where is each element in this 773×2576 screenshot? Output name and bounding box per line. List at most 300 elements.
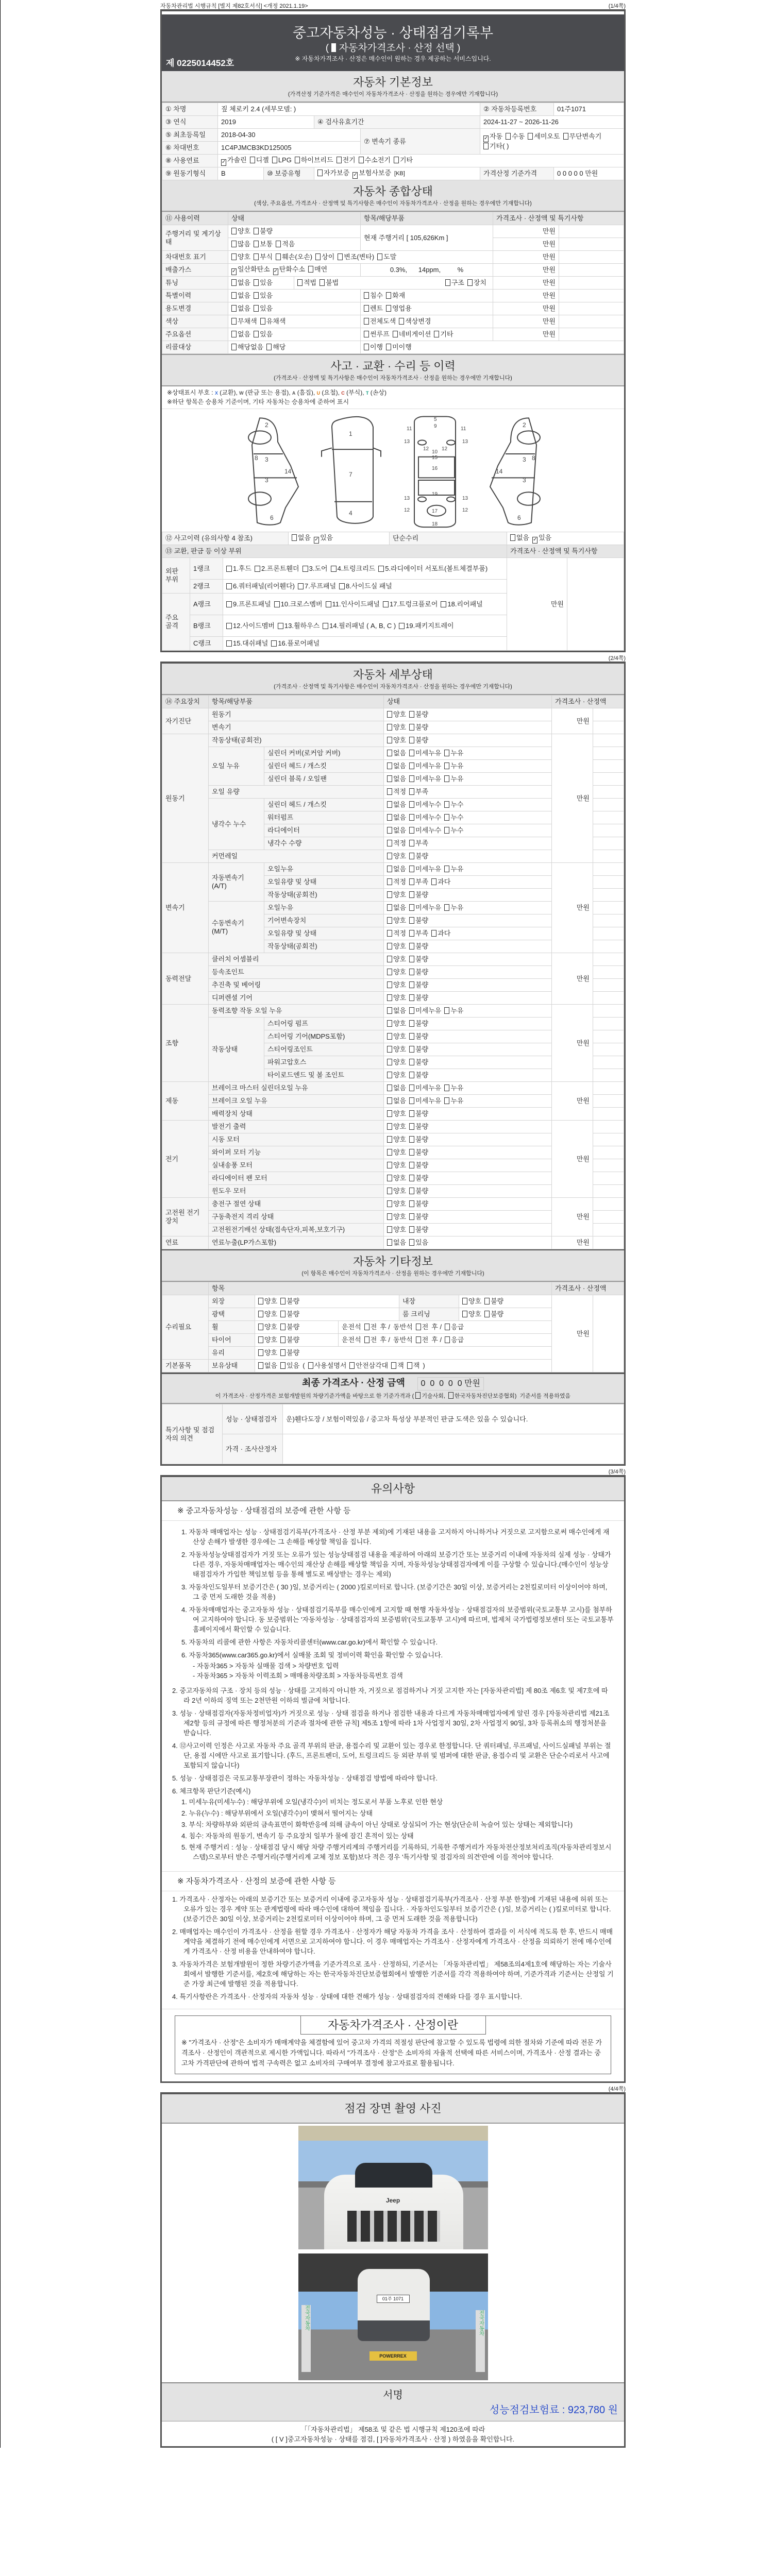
checkbox-option[interactable] [409,994,428,1002]
checkbox-option[interactable] [258,1349,277,1357]
status-options [384,1146,552,1159]
sub-item-label: 스티어링 펌프 [264,1018,384,1030]
checkbox-option[interactable] [387,1045,406,1054]
checkbox-label: 양호 [393,710,407,718]
checkbox-icon [308,266,313,273]
label: 특기사항 및 점검자의 의견 [162,1404,223,1464]
status-options [384,1018,552,1030]
checkbox-option[interactable] [393,330,431,338]
checkbox-option[interactable] [386,292,405,300]
checkbox-option[interactable] [364,330,390,338]
checkbox-option[interactable] [387,1213,406,1221]
checkbox-option[interactable] [387,1200,406,1208]
checkbox-label: 침수 [370,292,383,299]
checkbox-icon [407,1362,412,1369]
checkbox-option[interactable] [409,865,441,873]
checkbox-option[interactable]: 11.인사이드패널 [326,600,380,608]
checkbox-option[interactable] [394,156,413,164]
checkbox-option[interactable] [528,132,560,141]
checkbox-option[interactable] [409,736,428,744]
checkbox-option[interactable] [231,253,250,261]
sub-item-label: 작동상태(공회전) [264,940,384,953]
checkbox-option[interactable] [483,142,509,150]
checkbox-option[interactable] [387,1071,406,1079]
inspection-insurance-fee: 성능점검보험료 : 923,780 원 [489,2404,618,2416]
checkbox-option[interactable] [231,343,263,351]
checkbox-option[interactable] [506,132,525,141]
checkbox-option[interactable] [462,1310,481,1318]
front-photo [298,2126,488,2249]
checkbox-option[interactable] [317,169,349,177]
checkbox-label: 불량 [287,1310,300,1318]
checkbox-option[interactable] [510,534,529,542]
checkbox-option[interactable] [280,1310,299,1318]
checkbox-option[interactable] [231,292,250,300]
item-label: 라디에이터 팬 모터 [209,1172,384,1185]
checkbox-icon [445,1336,450,1343]
checkbox-icon [409,1110,414,1117]
checkbox-label: 없음 [298,533,311,541]
checkbox-option[interactable] [444,814,463,822]
checkbox-option[interactable] [254,279,273,287]
checkbox-option[interactable] [409,891,428,899]
checkbox-option[interactable] [387,917,406,925]
checkbox-icon [258,1349,263,1356]
checkbox-label: 없음 [393,801,407,808]
checkbox-label: 양호 [393,1020,407,1027]
checkbox-option[interactable] [231,304,250,313]
checkbox-icon [409,1007,414,1014]
status-options [384,966,552,979]
checkbox-option[interactable] [387,1136,406,1144]
checkbox-option[interactable] [387,1187,406,1195]
confirmation-statement: ( [ V ]중고자동차성능 · 상태를 점검, [ ]자동차가격조사 · 산정 ) 하였음을 확인합니다. [271,2435,515,2443]
device-group: 고전원 전기장치 [162,1198,209,1236]
checkbox-option[interactable] [258,1297,277,1306]
checkbox-option[interactable]: 8.사이드실 패널 [339,582,392,590]
checkbox-option[interactable] [445,1336,464,1344]
checkbox-label: 누유 [450,1007,464,1014]
car365-steps [172,1661,614,1681]
checkbox-option[interactable] [409,917,428,925]
checkbox-option[interactable] [445,279,464,287]
checkbox-option[interactable] [387,788,406,796]
checkbox-option[interactable] [409,814,441,822]
checkbox-option[interactable] [445,1323,464,1331]
checkbox-option[interactable] [409,1174,428,1182]
checkbox-option[interactable] [431,929,450,938]
checkbox-option[interactable] [315,253,334,261]
checkbox-option[interactable] [387,1084,406,1092]
section-title: 점검 장면 촬영 사진 [344,2102,442,2115]
notice-item: 2. 중고자동차의 구조 · 장치 등의 성능 · 상태를 고지하지 아니한 자, 거짓으로 점검하거나 거짓 고지한 자는 [자동차관리법] 제 80조 제6호 및 제7호에 따라 2년 이하의 징역 또는 2천만원 이하의 벌금에 처합니다. [172,1687,608,1704]
checkbox-option[interactable] [434,330,453,338]
inspection-validity: 2024-11-27 ~ 2026-11-26 [480,116,624,129]
checkbox-option[interactable] [409,1239,428,1247]
checkbox-option[interactable] [387,942,406,951]
checkbox-label: 불량 [260,227,273,235]
checkbox-option[interactable]: 12.사이드멤버 [226,622,275,630]
page-number: (1/4쪽) [608,3,626,9]
checkbox-option[interactable] [297,279,316,287]
item-label: 냉각수 누수 [209,799,264,850]
checkbox-option[interactable] [444,1097,463,1105]
option-text: 후 / [431,1323,442,1331]
section-note: (가격조사 · 산정액 및 특기사항은 매수인이 자동차가격조사 · 산정을 원하는 경우에만 기재합니다) [274,375,512,381]
checkbox-option[interactable] [387,736,406,744]
checkbox-option[interactable] [364,292,383,300]
checkbox-option[interactable] [221,156,247,166]
checkbox-option[interactable]: 4.트렁크리드 [331,565,376,573]
checkbox-option[interactable] [409,710,428,719]
checkbox-option[interactable] [280,1349,299,1357]
checkbox-option[interactable] [254,292,273,300]
rank-items [223,594,507,615]
checkbox-option[interactable]: 18.리어패널 [441,600,482,608]
checkbox-icon [387,1110,392,1117]
checkbox-option[interactable] [409,1213,428,1221]
tuning-options [228,277,294,290]
checkbox-option[interactable] [387,865,406,873]
checkbox-option[interactable] [409,878,428,886]
checkbox-option[interactable] [308,265,327,274]
appraisal-explanation-box [175,2015,611,2074]
checkbox-label: 불량 [415,891,429,899]
checkbox-label: 양호 [264,1297,278,1305]
svg-text:13: 13 [404,496,410,501]
svg-text:3: 3 [523,456,526,463]
checkbox-option[interactable] [254,304,273,313]
checkbox-option[interactable] [444,775,463,783]
status-options [384,1043,552,1056]
checkbox-option[interactable] [387,1226,406,1234]
rank-items [223,637,507,651]
checkbox-option[interactable] [409,955,428,963]
checkbox-option[interactable] [409,1123,428,1131]
checkbox-icon [409,969,414,975]
checkbox-option[interactable] [258,1336,277,1344]
checkbox-icon [409,1175,414,1181]
checkbox-option[interactable] [409,1148,428,1157]
tire-options [255,1334,339,1347]
checkbox-option[interactable] [387,904,406,912]
checkbox-option[interactable] [280,1362,299,1370]
checkbox-option[interactable] [387,1007,406,1015]
document-title: 중고자동차성능 · 상태점검기록부 [292,25,494,41]
checkbox-option[interactable] [364,343,383,351]
checkbox-option[interactable] [387,710,406,719]
checkbox-option[interactable] [387,775,406,783]
glass-options [255,1347,552,1360]
checkbox-option[interactable]: 3.도어 [303,565,328,573]
checkbox-option[interactable] [266,343,285,351]
mileage-level-options [228,238,361,251]
checkbox-option[interactable] [260,317,286,326]
checkbox-option[interactable] [231,330,250,338]
checkbox-option[interactable] [386,304,412,313]
checkbox-icon [266,344,272,350]
checkbox-option[interactable]: 19.패키지트레이 [399,622,453,630]
checkbox-option[interactable] [250,156,269,164]
checkbox-option[interactable] [387,1097,406,1105]
checkbox-option[interactable] [462,1297,481,1306]
checkbox-option[interactable] [409,1136,428,1144]
checkbox-option[interactable] [337,156,356,164]
checkbox-option[interactable] [409,852,428,860]
checkbox-option[interactable] [387,814,406,822]
checkbox-option[interactable]: 17.트렁크플로어 [383,600,438,608]
checkbox-option[interactable] [409,981,428,989]
checkbox-option[interactable] [409,775,441,783]
checkbox-option[interactable] [484,1297,503,1306]
checkbox-option[interactable] [272,156,292,164]
checkbox-option[interactable] [409,1226,428,1234]
checkbox-option[interactable] [387,1161,406,1170]
checkbox-option[interactable] [444,826,463,835]
checkbox-option[interactable] [386,343,412,351]
checkbox-option[interactable] [387,801,406,809]
checkbox-option[interactable] [387,1148,406,1157]
checkbox-label: 불량 [415,1187,429,1195]
checkbox-option[interactable] [254,240,273,248]
checkbox-label: 양호 [393,1161,407,1169]
checkbox-option[interactable] [254,253,273,261]
checkbox-option[interactable] [409,826,441,835]
checkbox-label: 불량 [415,1148,429,1156]
checkbox-option[interactable] [280,1297,299,1306]
checkbox-option[interactable] [231,317,257,326]
checkbox-option[interactable] [483,132,502,142]
checkbox-option[interactable] [364,317,396,326]
checkbox-option[interactable] [416,1323,429,1331]
checkbox-option[interactable] [444,762,463,770]
checkbox-option[interactable] [364,304,383,313]
checkbox-option[interactable] [444,904,463,912]
checkbox-option[interactable] [308,1362,347,1370]
checkbox-option[interactable] [387,891,406,899]
checkbox-option[interactable]: 7.루프패널 [298,582,336,590]
page-2 [160,662,626,1466]
checkbox-option[interactable] [444,1007,463,1015]
checkbox-icon [409,1162,414,1168]
checkbox-option[interactable] [409,1032,428,1041]
checkbox-label: 없음 [393,1239,407,1246]
item-label: 자동변속기 (A/T) [209,863,264,902]
checkbox-option[interactable] [364,1336,377,1344]
checkbox-option[interactable] [416,1336,429,1344]
checkbox-option[interactable] [387,981,406,989]
checkbox-option[interactable] [364,1323,377,1331]
device-group: 조향 [162,1005,209,1082]
checkbox-icon [387,904,392,911]
detail-row [162,1082,624,1095]
checkbox-option[interactable] [409,749,441,757]
checkbox-option[interactable] [276,253,312,261]
checkbox-icon [231,331,237,337]
checkbox-option[interactable] [467,279,486,287]
checkbox-option[interactable] [409,723,428,732]
checkbox-option[interactable] [258,1323,277,1331]
checkbox-icon [387,1020,392,1027]
label: ⑩ 보증유형 [264,167,314,180]
checkbox-option[interactable] [387,1020,406,1028]
checkbox-label: 양호 [393,1071,407,1079]
checkbox-option[interactable] [231,240,250,248]
rank-label: 1랭크 [190,558,223,580]
checkbox-option[interactable] [409,1020,428,1028]
checkbox-icon [409,750,414,756]
checkbox-icon [394,157,399,163]
checkbox-icon [258,1298,263,1304]
checkbox-option[interactable]: 13.휠하우스 [278,622,320,630]
checkbox-option[interactable] [409,788,428,796]
checkbox-icon [415,1392,421,1399]
checkbox-option[interactable] [273,265,305,275]
checkbox-option[interactable] [258,1310,277,1318]
checkbox-option[interactable] [484,1310,503,1318]
checkbox-option[interactable] [359,156,391,164]
checkbox-option[interactable]: 1.후드 [226,565,251,573]
checkbox-option[interactable]: 6.쿼터패널(리어휀다) [226,582,295,590]
svg-text:5: 5 [434,417,437,422]
checkbox-option[interactable] [314,534,333,544]
checkbox-option[interactable] [409,762,441,770]
checkbox-option[interactable] [409,1071,428,1079]
checkbox-option[interactable] [448,1392,517,1400]
checkbox-option[interactable] [387,878,406,886]
checkbox-label: 미세누유 [415,775,442,783]
checkbox-option[interactable] [407,1362,420,1370]
checkbox-option[interactable] [444,749,463,757]
checkbox-option[interactable] [409,839,428,848]
checkbox-label: 불량 [415,1045,429,1053]
checkbox-option[interactable] [409,1084,441,1092]
checkbox-option[interactable] [431,878,450,886]
status-options [384,1224,552,1236]
section-note: (가격조사 · 산정액 및 특기사항은 매수인이 자동차가격조사 · 산정을 원하는 경우에만 기재합니다) [274,684,512,690]
checkbox-option[interactable] [409,968,428,976]
checkbox-option[interactable] [377,253,396,261]
checkbox-option[interactable] [387,1123,406,1131]
checkbox-option[interactable] [444,1084,463,1092]
checkbox-option[interactable] [409,1007,441,1015]
checkbox-option[interactable]: 9.프론트패널 [226,600,271,608]
checkbox-option[interactable]: 2.프론트휀더 [255,565,299,573]
checkbox-option[interactable] [292,534,311,542]
checkbox-option[interactable] [387,994,406,1002]
checkbox-option[interactable]: 14.필러패널 ( A, B, C ) [323,622,396,630]
checkbox-option[interactable] [409,942,428,951]
checkbox-option[interactable] [409,1161,428,1170]
checkbox-option[interactable] [387,852,406,860]
checkbox-option[interactable]: 15.대쉬패널 [226,639,268,648]
checkbox-option[interactable] [352,169,391,179]
price-select-label: 자동차가격조사 · 산정 선택 [339,43,455,54]
checkbox-icon [254,292,259,299]
checkbox-option[interactable] [387,723,406,732]
checkbox-option[interactable] [276,240,295,248]
checkbox-option[interactable] [280,1323,299,1331]
status-options [384,1082,552,1095]
checkbox-option[interactable] [391,1362,404,1370]
checkbox-option[interactable] [387,955,406,963]
checkbox-option[interactable] [444,865,463,873]
page-number: (3/4쪽) [608,1469,626,1475]
checkbox-option[interactable] [387,1174,406,1182]
checkbox-option[interactable] [295,156,333,164]
checkbox-option[interactable]: 5.라디에이터 서포트(볼트체결부품) [378,565,488,573]
checkbox-option[interactable] [409,1058,428,1066]
checkbox-label: 부족 [415,878,429,886]
checkbox-option[interactable] [254,330,273,338]
svg-text:2: 2 [523,421,526,429]
checkbox-option[interactable] [387,1110,406,1118]
checkbox-option[interactable] [387,826,406,835]
checkbox-option[interactable] [349,1362,388,1370]
checkbox-option[interactable] [444,801,463,809]
checkbox-option[interactable] [231,265,270,275]
checkbox-option[interactable] [409,801,441,809]
checkbox-icon [444,801,449,808]
checkbox-option[interactable] [409,929,428,938]
checkbox-option[interactable] [338,253,374,261]
checkbox-option[interactable] [387,749,406,757]
checkbox-option[interactable] [258,1362,277,1370]
checkbox-option[interactable] [320,279,339,287]
checkbox-icon [378,566,384,572]
checkbox-option[interactable] [409,1187,428,1195]
rank-label: C랭크 [190,637,223,651]
checkbox-option[interactable] [387,929,406,938]
page-number: (4/4쪽) [608,2086,626,2092]
item-label: 연료누출(LP가스포함) [209,1236,384,1249]
checkbox-option[interactable] [532,534,551,544]
status-options [384,1211,552,1224]
checkbox-option[interactable]: 16.플로어패널 [271,639,320,648]
checkbox-option[interactable] [399,317,431,326]
checkbox-option[interactable] [563,132,602,141]
checkbox-label: 도말 [383,253,397,261]
checkbox-option[interactable] [387,968,406,976]
label: ① 차명 [162,103,218,116]
checkbox-option[interactable] [280,1336,299,1344]
checkbox-option[interactable] [387,762,406,770]
checkbox-label: 썬루프 [370,330,390,338]
checkbox-label: 불량 [415,1136,429,1143]
checkbox-option[interactable] [231,279,250,287]
checkbox-option[interactable] [409,1110,428,1118]
checkbox-option[interactable] [254,227,273,235]
checkbox-option[interactable] [409,1200,428,1208]
checkbox-option[interactable] [409,1045,428,1054]
checkbox-option[interactable] [387,839,406,848]
checkbox-option[interactable] [387,1239,406,1247]
checkbox-icon [387,994,392,1001]
checkbox-option[interactable]: 10.크로스멤버 [274,600,323,608]
legend-item: X (교환), [214,389,240,396]
unit: 만원 [493,328,559,341]
checkbox-icon [484,1298,490,1304]
checkbox-option[interactable] [415,1392,445,1400]
checkbox-option[interactable] [387,1058,406,1066]
checkbox-option[interactable] [231,227,250,235]
checkbox-icon [393,331,398,337]
checkbox-option[interactable] [409,1097,441,1105]
column-header: 가격조사 · 산정액 [552,1282,624,1295]
checkbox-option[interactable] [387,1032,406,1041]
sub-item-label: 실린더 블록 / 오일팬 [264,773,384,786]
checkbox-option[interactable] [409,904,441,912]
